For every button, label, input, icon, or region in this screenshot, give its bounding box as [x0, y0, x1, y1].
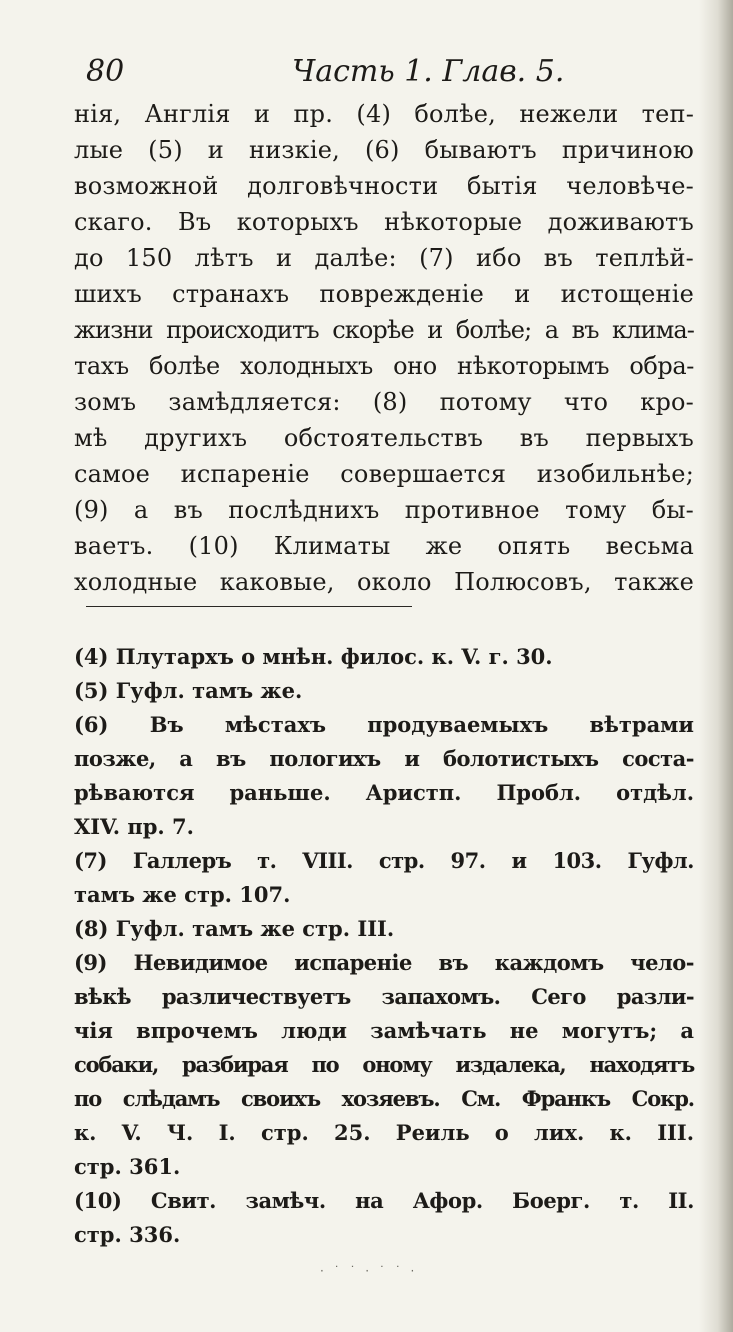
text-line: лые (5) и низкіе, (6) бываютъ причиною	[74, 136, 694, 164]
footnote-line: (8) Гуфл. тамъ же стр. III.	[74, 916, 395, 941]
footnote-line: собаки, разбирая по оному издалека, находятъ	[74, 1052, 694, 1077]
footnote-line: (9) Невидимое испареніе въ каждомъ чело-	[74, 950, 694, 975]
text-line: холодные каковые, около Полюсовъ, также	[74, 568, 694, 596]
footnote-divider	[86, 606, 412, 607]
paper-specks-decoration: · ˙ ˙ · ˙ ˙ ·	[320, 1264, 418, 1278]
text-line: самое испареніе совершается изобильнѣе;	[74, 460, 694, 488]
text-line: тахъ болѣе холодныхъ оно нѣкоторымъ обра-	[74, 352, 694, 380]
text-line: жизни происходитъ скорѣе и болѣе; а въ клима-	[74, 316, 694, 344]
footnote-line: позже, а въ пологихъ и болотистыхъ соста-	[74, 746, 694, 771]
footnote-line: рѣваются раньше. Аристп. Пробл. отдѣл.	[74, 780, 694, 805]
text-line: зомъ замѣдляется: (8) потому что кро-	[74, 388, 694, 416]
page-header	[86, 48, 606, 96]
footnote-line: стр. 361.	[74, 1154, 181, 1179]
text-line: нія, Англія и пр. (4) болѣе, нежели теп-	[74, 100, 694, 128]
footnote-line: (5) Гуфл. тамъ же.	[74, 678, 303, 703]
main-text	[74, 96, 694, 600]
footnote-line: (4) Плутархъ о мнѣн. филос. к. V. г. 30.	[74, 644, 553, 669]
footnote-line: к. V. Ч. I. стр. 25. Реиль о лих. к. III.	[74, 1120, 694, 1145]
footnote-line: по слѣдамъ своихъ хозяевъ. См. Франкъ Сокр.	[74, 1086, 694, 1111]
text-line: скаго. Въ которыхъ нѣкоторые доживаютъ	[74, 208, 694, 236]
footnote-line: (10) Свит. замѣч. на Афор. Боерг. т. II.	[74, 1188, 694, 1213]
footnotes	[74, 640, 694, 1252]
text-line: мѣ другихъ обстоятельствъ въ первыхъ	[74, 424, 694, 452]
footnote-line: вѣкѣ различествуетъ запахомъ. Сего разли-	[74, 984, 694, 1009]
text-line: шихъ странахъ поврежденіе и истощеніе	[74, 280, 694, 308]
footnote-line: чія впрочемъ люди замѣчать не могутъ; а	[74, 1018, 694, 1043]
text-line: до 150 лѣтъ и далѣе: (7) ибо въ теплѣй-	[74, 244, 694, 272]
footnote-line: XIV. пр. 7.	[74, 814, 194, 839]
footnote-line: тамъ же стр. 107.	[74, 882, 291, 907]
text-line: (9) а въ послѣднихъ противное тому бы-	[74, 496, 694, 524]
footnote-line: (6) Въ мѣстахъ продуваемыхъ вѣтрами	[74, 712, 694, 737]
page-number: 80	[86, 54, 125, 89]
footnote-line: (7) Галлеръ т. VIII. стр. 97. и 103. Гуфл.	[74, 848, 694, 873]
footnote-line: стр. 336.	[74, 1222, 181, 1247]
text-line: возможной долговѣчности бытія человѣче-	[74, 172, 694, 200]
running-head: Часть 1. Глав. 5.	[292, 54, 565, 89]
page-edge-shadow	[699, 0, 733, 1332]
text-line: ваетъ. (10) Климаты же опять весьма	[74, 532, 694, 560]
